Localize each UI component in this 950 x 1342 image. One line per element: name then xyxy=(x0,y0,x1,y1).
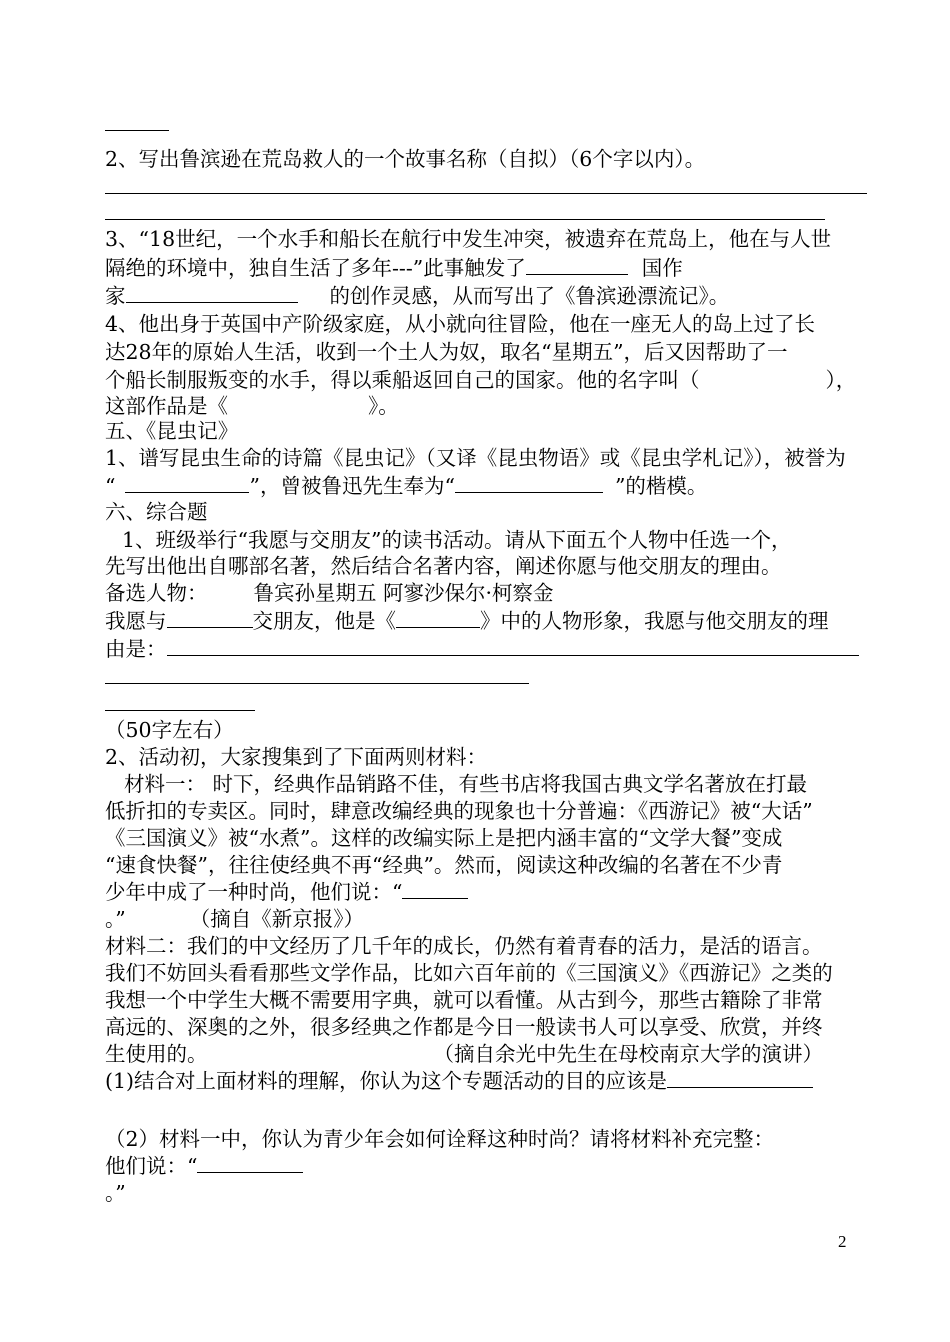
material2-line1: 材料二：我们的中文经历了几千年的成长，仍然有着青春的活力，是活的语言。 xyxy=(105,934,823,958)
blank-author[interactable] xyxy=(126,284,298,303)
q3-line2: 隔绝的环境中，独自生活了多年---”此事触发了 国作 xyxy=(105,256,683,280)
blank-purpose[interactable] xyxy=(667,1069,813,1088)
q4-line2: 达28年的原始人生活，收到一个土人为奴，取名“星期五”，后又因帮助了一 xyxy=(105,340,788,364)
subquestion-2: （2）材料一中，你认为青少年会如何诠释这种时尚？请将材料补充完整： xyxy=(105,1127,775,1151)
answer-line xyxy=(105,710,255,711)
reason-line: 由是： xyxy=(105,636,859,662)
material2-line2: 我们不妨回头看看那些文学作品，比如六百年前的《三国演义》《西游记》之类的 xyxy=(105,961,833,985)
section5-heading: 五、《昆虫记》 xyxy=(105,419,239,443)
material1-line6: 。” （摘自《新京报》） xyxy=(105,907,364,931)
section5-line1: 1、谱写昆虫生命的诗篇《昆虫记》（又译《昆虫物语》或《昆虫学札记》），被誉为 xyxy=(105,446,846,470)
blank-reason[interactable] xyxy=(167,637,859,656)
blank-model[interactable] xyxy=(455,474,603,493)
material1-line2: 低折扣的专卖区。同时，肆意改编经典的现象也十分普遍：《西游记》被“大话” xyxy=(105,799,813,823)
blank-country[interactable] xyxy=(526,256,628,275)
q4-line4: 这部作品是《 》。 xyxy=(105,394,399,418)
blank-book-title[interactable] xyxy=(396,609,480,628)
section6-q1-line2: 先写出他出自哪部名著，然后结合名著内容，阐述你愿与他交朋友的理由。 xyxy=(105,554,782,578)
q3-line1: 3、“18世纪，一个水手和船长在航行中发生冲突，被遗弃在荒岛上，他在与人世 xyxy=(105,227,832,251)
section6-q2-intro: 2、活动初，大家搜集到了下面两则材料： xyxy=(105,745,488,769)
q3-line3: 家 的创作灵感，从而写出了《鲁滨逊漂流记》。 xyxy=(105,284,730,308)
blank-friend-name[interactable] xyxy=(167,609,253,628)
material1-line1: 材料一： 时下，经典作品销路不佳，有些书店将我国古典文学名著放在打最 xyxy=(124,772,808,796)
q2-text: 2、写出鲁滨逊在荒岛救人的一个故事名称（自拟）（6个字以内）。 xyxy=(105,147,706,171)
q4-line1: 4、他出身于英国中产阶级家庭，从小就向往冒险，他在一座无人的岛上过了长 xyxy=(105,312,816,336)
word-limit: （50字左右） xyxy=(105,718,234,742)
blank-saying-2[interactable] xyxy=(197,1154,303,1173)
section5-line2: “ ”，曾被鲁迅先生奉为“ ”的楷模。 xyxy=(105,474,708,498)
material1-line4: “速食快餐”，往往使经典不再“经典”。然而，阅读这种改编的名著在不少青 xyxy=(105,853,783,877)
blank-praise[interactable] xyxy=(125,474,249,493)
answer-line xyxy=(105,219,825,220)
answer-line-top xyxy=(105,130,169,131)
material2-line4: 高远的、深奥的之外，很多经典之作都是今日一般读书人可以享受、欣赏，并终 xyxy=(105,1015,823,1039)
answer-line xyxy=(105,193,867,194)
answer-line xyxy=(105,683,529,684)
subquestion-2-end: 。” xyxy=(105,1181,126,1205)
material1-line3: 《三国演义》被“水煮”。这样的改编实际上是把内涵丰富的“文学大餐”变成 xyxy=(105,826,783,850)
subquestion-2-say: 他们说：“ xyxy=(105,1153,303,1179)
q4-line3: 个船长制服叛变的水手，得以乘船返回自己的国家。他的名字叫（ ）， xyxy=(105,368,857,392)
subquestion-1: (1)结合对上面材料的理解，你认为这个专题活动的目的应该是 xyxy=(105,1068,813,1094)
section6-heading: 六、综合题 xyxy=(105,500,208,524)
blank-saying-1[interactable] xyxy=(402,880,468,899)
friend-line: 我愿与 交朋友，他是《 》中的人物形象，我愿与他交朋友的理 xyxy=(105,609,829,633)
material2-line5: 生使用的。 （摘自余光中先生在母校南京大学的演讲） xyxy=(105,1042,823,1066)
section6-q1-line1: 1、班级举行“我愿与交朋友”的读书活动。请从下面五个人物中任选一个， xyxy=(122,528,792,552)
page-number: 2 xyxy=(838,1232,847,1251)
candidates-line: 备选人物： 鲁宾孙星期五 阿寥沙保尔·柯察金 xyxy=(105,581,554,605)
material2-line3: 我想一个中学生大概不需要用字典，就可以看懂。从古到今，那些古籍除了非常 xyxy=(105,988,823,1012)
material1-line5: 少年中成了一种时尚，他们说：“ xyxy=(105,879,468,905)
